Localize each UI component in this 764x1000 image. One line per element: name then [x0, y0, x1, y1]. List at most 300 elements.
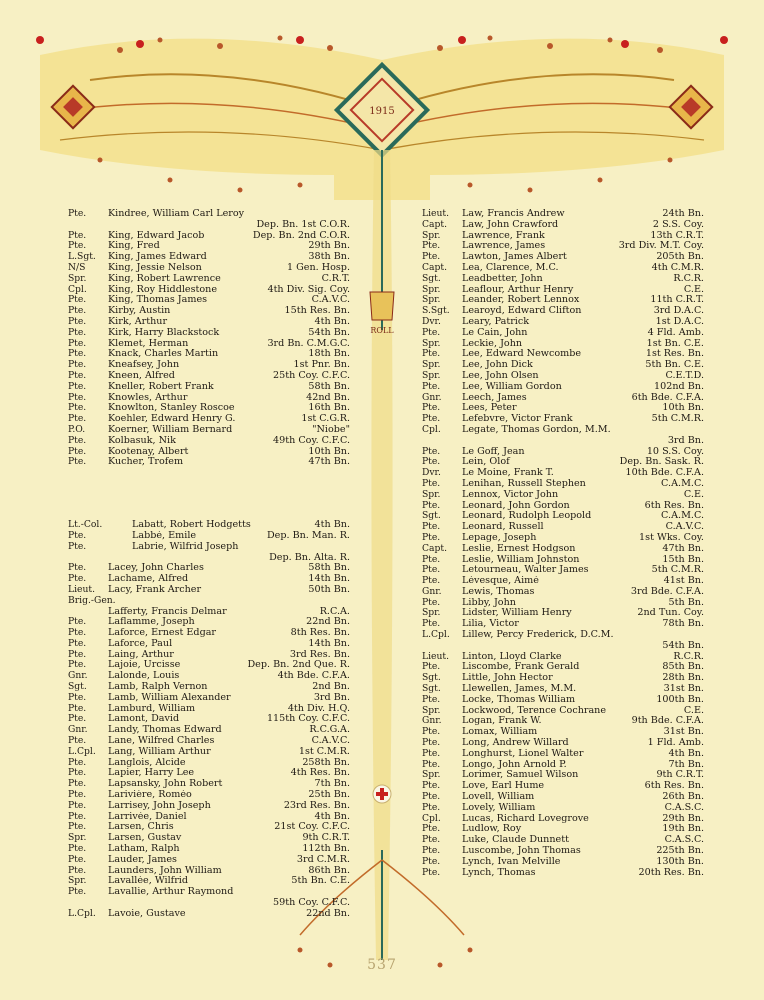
roll-entry	[422, 511, 704, 522]
roll-entry	[422, 479, 704, 490]
entry-name	[108, 596, 346, 607]
entry-unit: 5th Bn. C.E.	[291, 875, 350, 887]
roll-entry	[68, 682, 350, 693]
entry-rank: Pte.	[68, 562, 87, 574]
entry-name: Lea, Clarence, M.C.	[462, 262, 559, 273]
entry-rank: Pte.	[68, 702, 87, 714]
entry-rank: Spr.	[422, 704, 441, 716]
entry-unit: 5th C.M.R.	[651, 413, 704, 425]
entry-unit: 4th Bn.	[314, 315, 350, 327]
entry-rank: Pte.	[422, 531, 441, 543]
entry-unit: 14th Bn.	[308, 573, 350, 585]
roll-entry	[68, 542, 350, 553]
entry-name: Kolbasuk, Nik	[108, 435, 176, 446]
entry-rank: Pte.	[68, 767, 87, 779]
entry-rank: Pte.	[422, 747, 441, 759]
entry-name: Larsen, Gustav	[108, 833, 182, 844]
roll-entry	[422, 414, 704, 425]
entry-rank: Spr.	[422, 769, 441, 781]
entry-unit: 1st Pnr. Bn.	[293, 359, 350, 371]
entry-rank: Pte.	[422, 251, 441, 263]
entry-name: Kirk, Arthur	[108, 316, 168, 327]
entry-name: Larrivée, Daniel	[108, 811, 187, 822]
entry-name: Lynch, Thomas	[462, 867, 536, 878]
entry-name: Liscombe, Frank Gerald	[462, 662, 580, 673]
entry-rank: Pte.	[422, 737, 441, 749]
entry-rank: Cpl.	[422, 812, 441, 824]
entry-unit: 7th Bn.	[314, 778, 350, 790]
entry-unit: 7th Bn.	[668, 758, 704, 770]
entry-unit: 31st Bn.	[663, 726, 704, 738]
entry-name: Lee, Edward Newcombe	[462, 349, 582, 360]
entry-name: Knack, Charles Martin	[108, 349, 219, 360]
entry-name: Luke, Claude Dunnett	[462, 835, 569, 846]
entry-unit: C.A.V.C.	[311, 735, 350, 747]
entry-rank: Lieut.	[422, 650, 450, 662]
entry-rank: L.Cpl.	[422, 629, 450, 641]
roll-entry	[422, 565, 704, 576]
entry-unit: 13th C.R.T.	[650, 229, 704, 241]
entry-rank: Pte.	[68, 886, 87, 898]
entry-rank: Spr.	[68, 272, 87, 284]
entry-rank: L.Cpl.	[68, 745, 96, 757]
entry-name: Leadbetter, John	[462, 273, 543, 284]
entry-name: Kootenay, Albert	[108, 446, 189, 457]
entry-name: Lillew, Percy Frederick, D.C.M.	[462, 630, 614, 641]
entry-rank: Spr.	[422, 294, 441, 306]
roll-entry	[68, 328, 350, 339]
roll-entry	[422, 360, 704, 371]
entry-rank: Cpl.	[422, 423, 441, 435]
entry-name: Laforce, Paul	[108, 638, 173, 649]
entry-unit: 4th Div. H.Q.	[287, 702, 350, 714]
entry-unit: 4th Div. Sig. Coy.	[267, 283, 350, 295]
roll-entry	[68, 457, 350, 468]
entry-rank	[68, 220, 108, 231]
entry-rank: Pte.	[68, 648, 87, 660]
entry-name: Ludlow, Roy	[462, 824, 522, 835]
entry-rank: Dvr.	[422, 467, 441, 479]
entry-name: Lefebvre, Victor Frank	[462, 414, 573, 425]
entry-unit: Dep. Bn. Sask. R.	[619, 456, 704, 468]
roll-entry	[422, 803, 704, 814]
entry-unit: C.E.	[683, 704, 704, 716]
entry-rank: Pte.	[68, 756, 87, 768]
entry-name	[108, 553, 265, 564]
entry-unit: Dep. Bn. Man. R.	[266, 529, 350, 541]
roll-entry	[68, 876, 350, 887]
entry-unit: C.E.T.D.	[665, 369, 704, 381]
entry-name: Lein, Olof	[462, 457, 510, 468]
flower-rosettes	[36, 36, 728, 48]
entry-unit: 15th Res. Bn.	[284, 305, 350, 317]
entry-rank: Pte.	[422, 575, 441, 587]
entry-name: Launders, John William	[108, 865, 222, 876]
roll-entry	[422, 716, 704, 727]
entry-rank: P.O.	[68, 423, 86, 435]
roll-entry	[422, 490, 704, 501]
entry-name: Lamb, William Alexander	[108, 692, 231, 703]
entry-name: Lapsansky, John Robert	[108, 779, 223, 790]
entry-unit: 29th Bn.	[662, 812, 704, 824]
entry-name: Little, John Hector	[462, 673, 553, 684]
entry-unit: 38th Bn.	[308, 251, 350, 263]
entry-name: King, Robert Lawrence	[108, 273, 221, 284]
roll-entry	[422, 587, 704, 598]
entry-name: Laforce, Ernest Edgar	[108, 628, 217, 639]
entry-unit: 23rd Res. Bn.	[283, 799, 350, 811]
entry-name: Lee, John Dick	[462, 360, 533, 371]
entry-unit: 42nd Bn.	[306, 391, 350, 403]
entry-rank: Pte.	[68, 229, 87, 241]
entry-rank: Sgt.	[422, 672, 441, 684]
entry-unit: 20th Res. Bn.	[638, 866, 704, 878]
red-cross-icon	[373, 785, 391, 803]
entry-rank: Pte.	[68, 402, 87, 414]
entry-unit: 49th Coy. C.F.C.	[273, 434, 350, 446]
roll-entry	[68, 436, 350, 447]
entry-name: Lawrence, James	[462, 241, 546, 252]
entry-rank: Pte.	[422, 618, 441, 630]
entry-rank: Pte.	[68, 853, 87, 865]
entry-name: Lalonde, Louis	[108, 671, 180, 682]
entry-name: Koerner, William Bernard	[108, 424, 233, 435]
entry-name: Lapier, Harry Lee	[108, 768, 195, 779]
entry-rank: Pte.	[422, 845, 441, 857]
roll-entry	[422, 824, 704, 835]
entry-name: Landy, Thomas Edward	[108, 725, 222, 736]
entry-unit: 26th Bn.	[662, 791, 704, 803]
entry-rank: Pte.	[68, 627, 87, 639]
entry-unit: 1 Fld. Amb.	[647, 737, 704, 749]
entry-unit: 10th Bn.	[662, 402, 704, 414]
roll-entry	[68, 274, 350, 285]
entry-unit: 6th Res. Bn.	[644, 499, 704, 511]
entry-name: Lang, William Arthur	[108, 746, 211, 757]
roll-entry	[68, 382, 350, 393]
entry-name: Learoyd, Edward Clifton	[462, 306, 582, 317]
entry-rank: Pte.	[68, 659, 87, 671]
entry-rank: Pte.	[422, 866, 441, 878]
entry-unit: 19th Bn.	[662, 823, 704, 835]
entry-unit: 28th Bn.	[662, 672, 704, 684]
entry-unit: C.A.M.C.	[661, 477, 704, 489]
roll-entry	[68, 263, 350, 274]
entry-rank: Pte.	[68, 359, 87, 371]
entry-unit: 225th Bn.	[656, 845, 704, 857]
entry-rank: Pte.	[422, 834, 441, 846]
entry-rank: Pte.	[68, 691, 87, 703]
entry-name: Leander, Robert Lennox	[462, 295, 580, 306]
entry-rank: Pte.	[68, 294, 87, 306]
entry-rank: Pte.	[68, 348, 87, 360]
entry-name: Lacy, Frank Archer	[108, 584, 202, 595]
roll-seal	[370, 292, 394, 335]
entry-unit: 1st Wks. Coy.	[639, 531, 704, 543]
entry-rank: Pte.	[68, 208, 87, 219]
entry-unit: 3rd C.M.R.	[296, 853, 350, 865]
entry-unit: 15th Bn.	[662, 553, 704, 565]
entry-rank: Sgt.	[422, 272, 441, 284]
entry-name: Laflamme, Joseph	[108, 617, 195, 628]
entry-name: Linton, Lloyd Clarke	[462, 651, 562, 662]
entry-name: Lockwood, Terence Cochrane	[462, 705, 607, 716]
entry-unit: 10th Bde. C.F.A.	[625, 467, 704, 479]
entry-rank: Pte.	[422, 521, 441, 533]
entry-name: Laing, Arthur	[108, 649, 174, 660]
entry-rank: Pte.	[68, 864, 87, 876]
entry-unit	[346, 596, 350, 607]
roll-entry	[422, 544, 704, 555]
entry-rank: Spr.	[422, 337, 441, 349]
entry-rank: Spr.	[422, 607, 441, 619]
entry-unit: R.C.R.	[673, 272, 704, 284]
entry-name: Locke, Thomas William	[462, 694, 576, 705]
entry-rank: Pte.	[68, 821, 87, 833]
entry-rank: Pte.	[68, 434, 87, 446]
entry-unit: 9th C.R.T.	[656, 769, 704, 781]
entry-rank: Sgt.	[422, 683, 441, 695]
entry-unit: 22nd Bn.	[306, 616, 350, 628]
entry-unit: 47th Bn.	[308, 456, 350, 468]
entry-continuation	[422, 641, 704, 652]
entry-name: Law, John Crawford	[462, 219, 559, 230]
entry-unit: 112th Bn.	[302, 843, 350, 855]
entry-rank: Gnr.	[68, 724, 88, 736]
entry-unit: R.C.G.A.	[309, 724, 350, 736]
entry-name: Lavallie, Arthur Raymond	[108, 887, 234, 898]
entry-unit: 6th Res. Bn.	[644, 780, 704, 792]
entry-rank: Lt.-Col.	[68, 519, 103, 531]
entry-unit: 14th Bn.	[308, 637, 350, 649]
entry-name	[462, 436, 664, 447]
entry-unit: C.A.V.C.	[311, 294, 350, 306]
entry-unit: R.C.A.	[319, 605, 350, 617]
entry-unit: 100th Bn.	[656, 693, 704, 705]
entry-name: Lovely, William	[462, 802, 536, 813]
entry-rank: N/S	[68, 261, 86, 273]
entry-rank: Pte.	[68, 799, 87, 811]
roll-entry	[68, 714, 350, 725]
left-column	[68, 209, 350, 920]
roll-entry	[422, 382, 704, 393]
entry-rank: Cpl.	[68, 283, 87, 295]
entry-name: Lorimer, Samuel Wilson	[462, 770, 579, 781]
entry-rank: Pte.	[422, 693, 441, 705]
entry-unit: 47th Bn.	[662, 542, 704, 554]
roll-entry	[422, 619, 704, 630]
entry-unit: 3rd D.A.C.	[653, 305, 704, 317]
entry-name: Kneafsey, John	[108, 360, 180, 371]
entry-name: Llewellen, James, M.M.	[462, 684, 577, 695]
entry-unit: 3rd Bn.	[313, 691, 350, 703]
entry-name: Leech, James	[462, 392, 527, 403]
entry-name: Leonard, John Gordon	[462, 500, 570, 511]
entry-unit: C.A.S.C.	[664, 801, 704, 813]
entry-name: Longhurst, Lionel Walter	[462, 748, 584, 759]
entry-rank: Pte.	[68, 637, 87, 649]
roll-entry	[422, 220, 704, 231]
entry-name: Lavallée, Wilfrid	[108, 876, 188, 887]
entry-rank: Spr.	[422, 229, 441, 241]
entry-name: Knowlton, Stanley Roscoe	[108, 403, 235, 414]
entry-rank: Pte.	[422, 380, 441, 392]
entry-rank: Pte.	[422, 823, 441, 835]
entry-unit: C.A.M.C.	[661, 510, 704, 522]
entry-name: Lucas, Richard Lovegrove	[462, 813, 589, 824]
entry-unit: C.E.	[683, 283, 704, 295]
entry-unit: 3rd Div. M.T. Coy.	[618, 240, 704, 252]
entry-rank	[422, 436, 462, 447]
entry-rank: Pte.	[68, 789, 87, 801]
entry-unit: 2 S.S. Coy.	[652, 218, 704, 230]
entry-name: Lee, William Gordon	[462, 381, 562, 392]
entry-rank: Pte.	[422, 791, 441, 803]
entry-rank: Pte.	[68, 778, 87, 790]
entry-name: Le Moine, Frank T.	[462, 468, 554, 479]
year-label: 1915	[369, 106, 395, 117]
roll-entry	[422, 857, 704, 868]
entry-unit: 41st Bn.	[663, 575, 704, 587]
roll-entry	[68, 414, 350, 425]
entry-rank: Pte.	[68, 616, 87, 628]
entry-unit: 11th C.R.T.	[650, 294, 704, 306]
entry-name: Lees, Peter	[462, 403, 517, 414]
entry-name: Kneen, Alfred	[108, 370, 175, 381]
entry-unit: 3rd Bn.	[667, 434, 704, 446]
entry-rank: Pte.	[68, 413, 87, 425]
entry-rank: Pte.	[68, 315, 87, 327]
entry-unit: 115th Coy. C.F.C.	[266, 713, 350, 725]
entry-rank: Lieut.	[422, 208, 450, 219]
entry-name: Leaflour, Arthur Henry	[462, 284, 574, 295]
roll-entry	[422, 673, 704, 684]
entry-name	[108, 220, 252, 231]
entry-rank: Sgt.	[68, 681, 87, 693]
roll-entry	[68, 725, 350, 736]
entry-unit: 50th Bn.	[308, 583, 350, 595]
entry-name: Leonard, Russell	[462, 522, 544, 533]
roll-entry	[68, 596, 350, 607]
entry-name: Legate, Thomas Gordon, M.M.	[462, 424, 611, 435]
roll-entry	[68, 768, 350, 779]
entry-name: Lenihan, Russell Stephen	[462, 478, 586, 489]
entry-rank: Capt.	[422, 261, 448, 273]
entry-name: Lawrence, Frank	[462, 230, 545, 241]
entry-unit: 1 Gen. Hosp.	[286, 261, 350, 273]
entry-unit: 58th Bn.	[308, 562, 350, 574]
entry-name: Kindree, William Carl Leroy	[108, 209, 245, 219]
entry-name: Lauder, James	[108, 854, 177, 865]
entry-rank: S.Sgt.	[422, 305, 450, 317]
entry-unit: 1st Bn. C.E.	[646, 337, 704, 349]
roll-entry	[68, 520, 350, 531]
entry-unit: 8th Res. Bn.	[290, 627, 350, 639]
entry-unit: 102nd Bn.	[654, 380, 704, 392]
entry-rank: Spr.	[422, 283, 441, 295]
entry-name: Lamb, Ralph Vernon	[108, 682, 208, 693]
entry-rank: Gnr.	[422, 715, 442, 727]
entry-rank: L.Sgt.	[68, 251, 96, 263]
entry-rank: Brig.-Gen.	[68, 594, 116, 606]
entry-name: Lamont, David	[108, 714, 180, 725]
entry-rank: Pte.	[68, 456, 87, 468]
entry-unit: 9th Bde. C.F.A.	[631, 715, 704, 727]
entry-rank: Pte.	[68, 337, 87, 349]
entry-unit: 18th Bn.	[308, 348, 350, 360]
entry-unit: 2nd Bn.	[312, 681, 350, 693]
entry-name: Lawton, James Albert	[462, 252, 567, 263]
roll-entry	[422, 749, 704, 760]
entry-name: Lafferty, Francis Delmar	[108, 606, 227, 617]
entry-unit: 5th Bn. C.E.	[645, 359, 704, 371]
roll-entry	[68, 531, 350, 542]
entry-name: Leckie, John	[462, 338, 523, 349]
roll-entry	[422, 792, 704, 803]
entry-rank: Spr.	[68, 875, 87, 887]
entry-name: King, Fred	[108, 241, 160, 252]
entry-name: Leonard, Rudolph Leopold	[462, 511, 592, 522]
page-number: 537	[367, 957, 397, 973]
entry-name: Kirk, Harry Blackstock	[108, 327, 220, 338]
entry-name: Lewis, Thomas	[462, 586, 535, 597]
section-gap	[68, 468, 350, 520]
entry-name: Love, Earl Hume	[462, 781, 545, 792]
entry-name: Labbé, Emile	[132, 530, 197, 541]
entry-name: Kneller, Robert Frank	[108, 381, 214, 392]
entry-rank: Pte.	[422, 499, 441, 511]
entry-name: Longo, John Arnold P.	[462, 759, 567, 770]
roll-entry	[422, 868, 704, 879]
entry-unit: Dep. Bn. 1st C.O.R.	[256, 218, 350, 230]
entry-name: Lennox, Victor John	[462, 489, 559, 500]
entry-rank: Sgt.	[422, 510, 441, 522]
entry-unit: 4th Bn.	[314, 810, 350, 822]
entry-unit: 6th Bde. C.F.A.	[631, 391, 704, 403]
entry-rank: Spr.	[422, 488, 441, 500]
entry-rank: Spr.	[422, 369, 441, 381]
entry-unit: 3rd Bde. C.F.A.	[630, 585, 704, 597]
entry-name: Lane, Wilfred Charles	[108, 736, 215, 747]
entry-unit: 4 Fld. Amb.	[647, 326, 704, 338]
entry-unit: 24th Bn.	[662, 208, 704, 219]
entry-unit: 4th Bde. C.F.A.	[277, 670, 350, 682]
entry-name: Law, Francis Andrew	[462, 209, 565, 219]
entry-rank: Pte.	[68, 305, 87, 317]
entry-rank: Pte.	[422, 596, 441, 608]
entry-unit: 258th Bn.	[302, 756, 350, 768]
entry-name: King, Jessie Nelson	[108, 262, 202, 273]
entry-rank: Dvr.	[422, 315, 441, 327]
roll-entry	[68, 306, 350, 317]
entry-name: Lepage, Joseph	[462, 532, 537, 543]
entry-continuation	[422, 436, 704, 447]
entry-name: Lamburd, William	[108, 703, 196, 714]
right-column	[422, 209, 704, 878]
entry-unit: 10 S.S. Coy.	[646, 445, 704, 457]
entry-name: Lévesque, Aimé	[462, 576, 539, 587]
entry-rank: Spr.	[422, 359, 441, 371]
entry-unit: C.A.S.C.	[664, 834, 704, 846]
entry-unit: 54th Bn.	[662, 639, 704, 651]
entry-rank: Pte.	[422, 661, 441, 673]
entry-rank: Pte.	[422, 445, 441, 457]
entry-rank: Pte.	[422, 553, 441, 565]
entry-unit: 4th Bn.	[668, 747, 704, 759]
entry-rank: Pte.	[422, 402, 441, 414]
entry-name: Leslie, William Johnston	[462, 554, 580, 565]
entry-name: Klemet, Herman	[108, 338, 189, 349]
